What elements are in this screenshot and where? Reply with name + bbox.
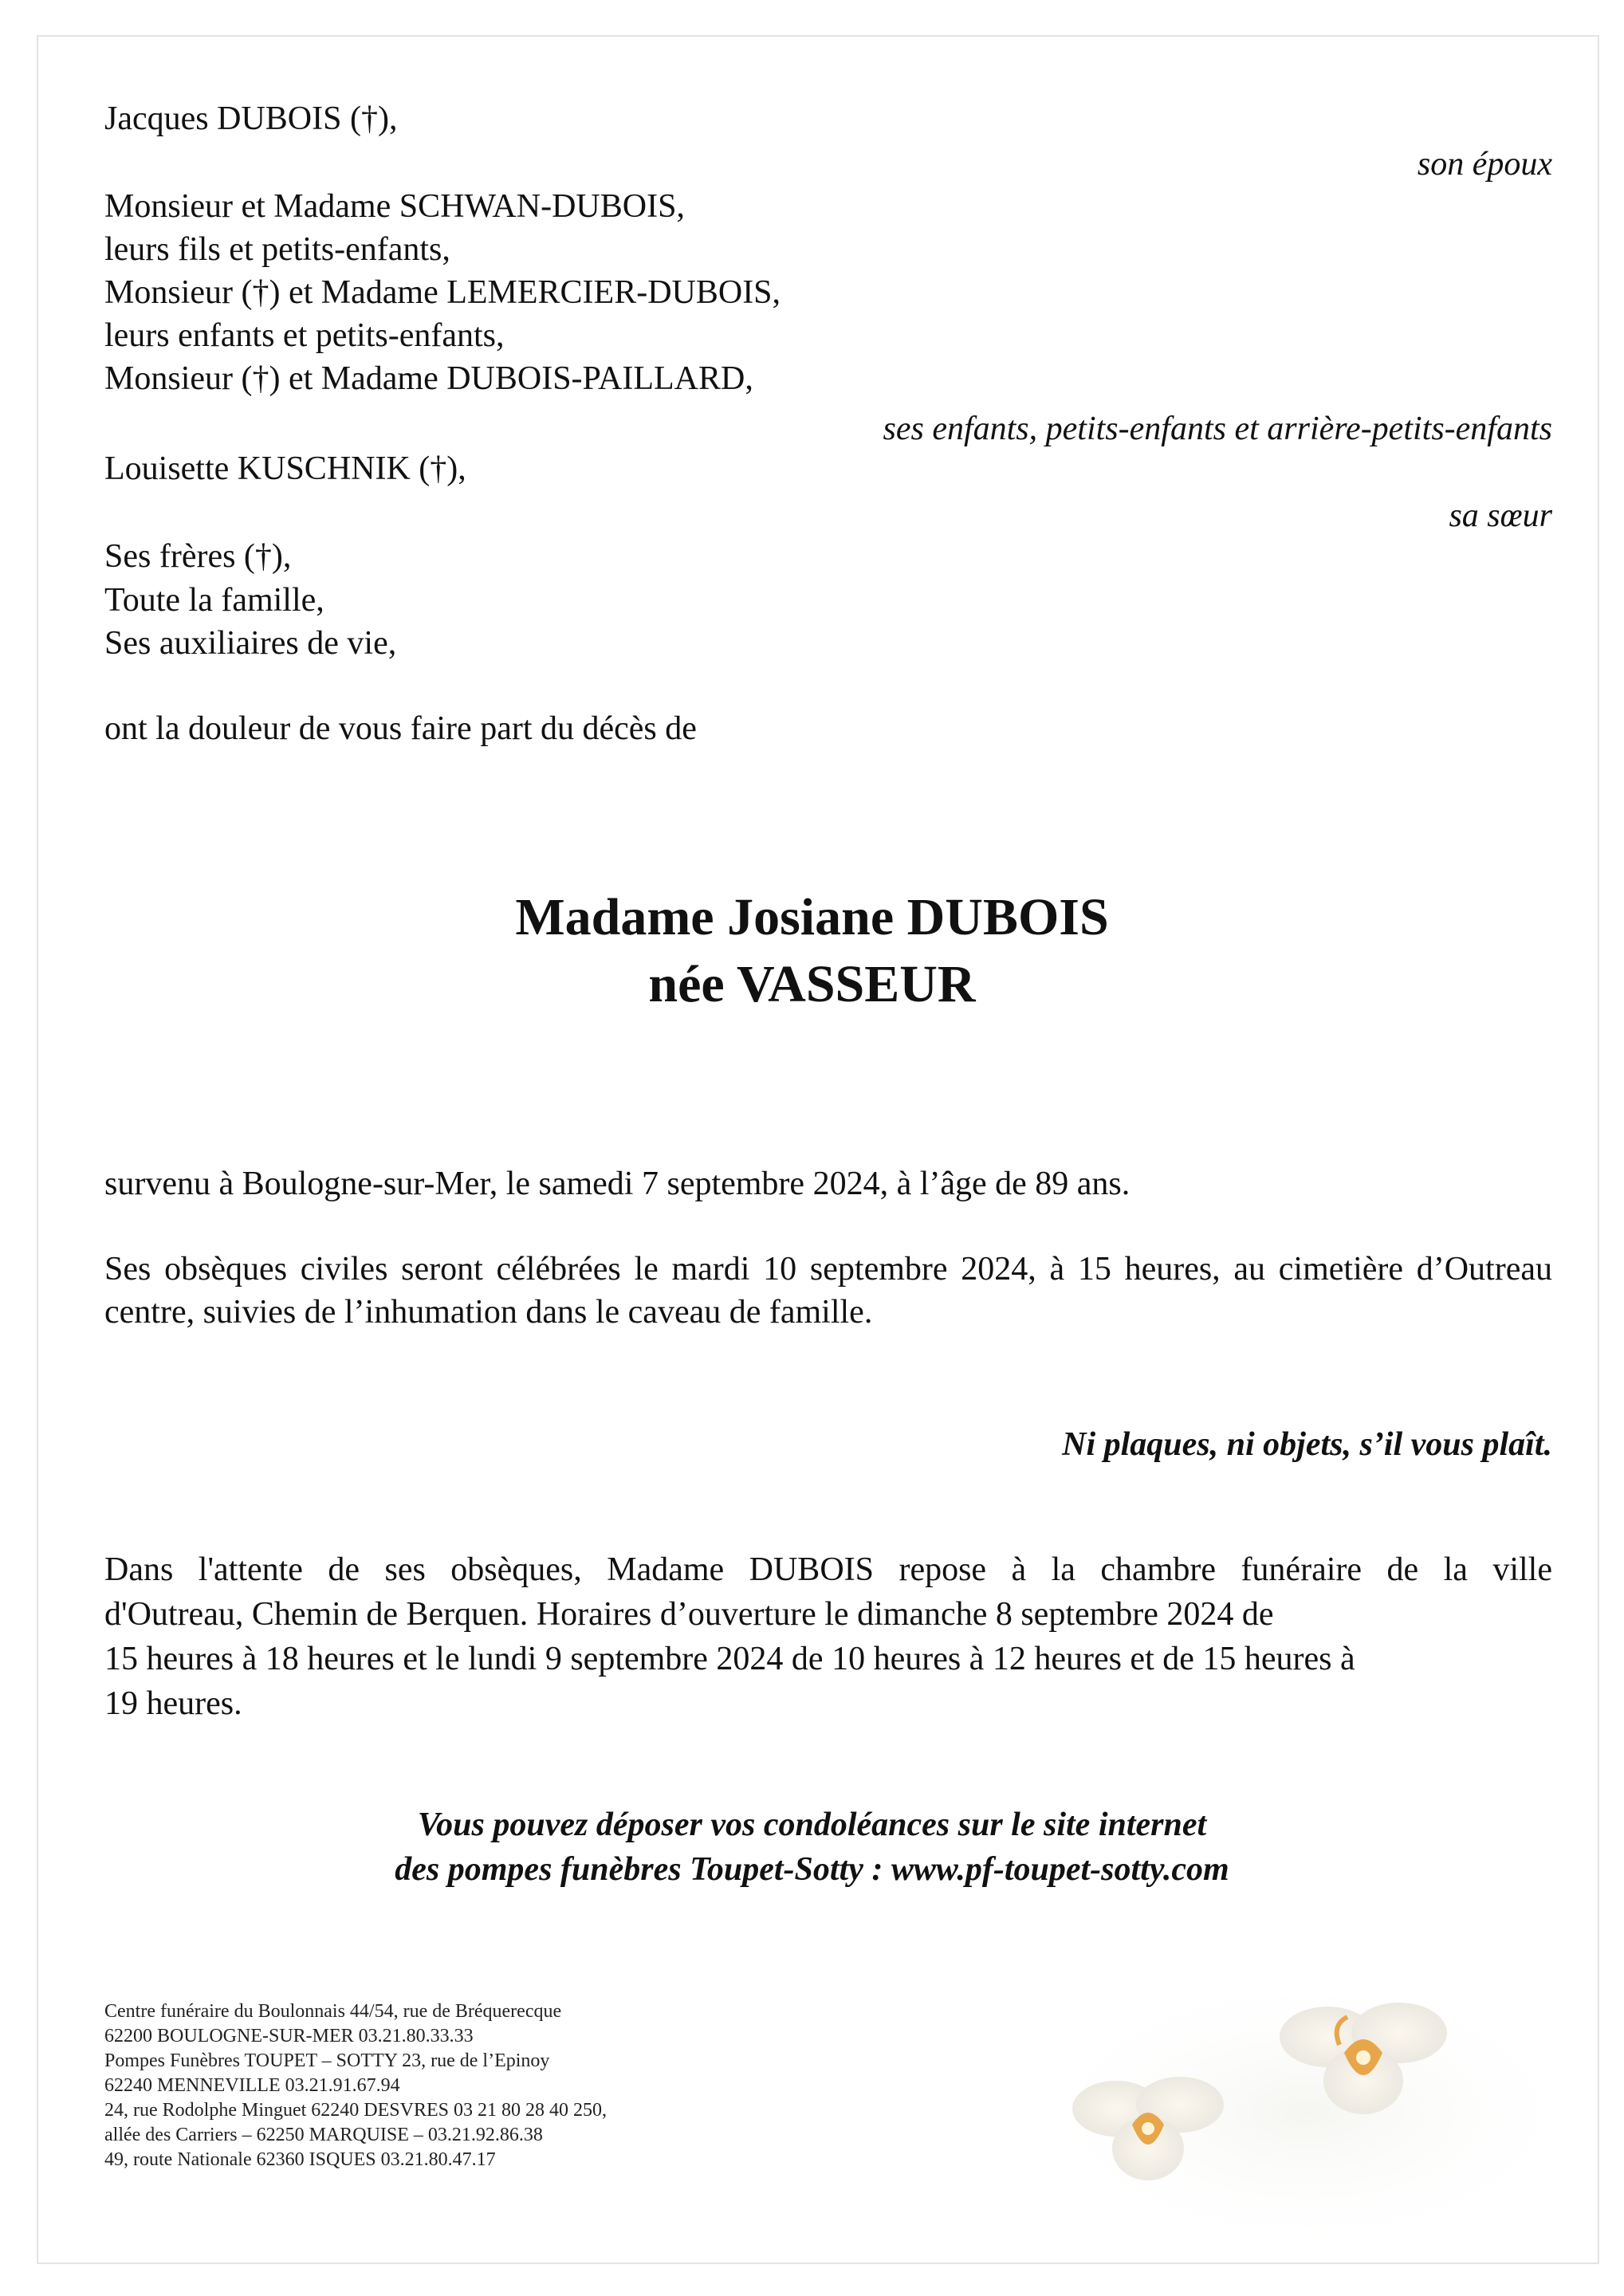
- deceased-maiden-name: née VASSEUR: [648, 955, 976, 1013]
- condolences-line-2: des pompes funèbres Toupet-Sotty : www.pf-toupet-sotty.com: [395, 1851, 1229, 1888]
- family-line-8: Ses frères (†),: [104, 538, 292, 575]
- death-details: survenu à Boulogne-sur-Mer, le samedi 7 septembre 2024, à l’âge de 89 ans.: [104, 1166, 1131, 1202]
- role-sister: sa sœur: [1449, 497, 1552, 534]
- family-line-6: Monsieur (†) et Madame DUBOIS-PAILLARD,: [104, 360, 753, 397]
- family-line-10: Ses auxiliaires de vie,: [104, 625, 397, 662]
- announcement-text: ont la douleur de vous faire part du décès de: [104, 710, 697, 747]
- condolences-line-1: Vous pouvez déposer vos condoléances sur le site internet: [417, 1807, 1207, 1843]
- footer-line-7: 49, route Nationale 62360 ISQUES 03.21.80.47.17: [104, 2149, 496, 2170]
- deceased-name: Madame Josiane DUBOIS: [515, 888, 1109, 946]
- family-line-2: Monsieur et Madame SCHWAN-DUBOIS,: [104, 188, 685, 225]
- orchid-decoration: [1020, 1945, 1595, 2256]
- family-line-9: Toute la famille,: [104, 582, 324, 619]
- role-children: ses enfants, petits-enfants et arrière-petits-enfants: [883, 411, 1552, 447]
- rest-line-3: 15 heures à 18 heures et le lundi 9 septembre 2024 de 10 heures à 12 heures et de 15 heures à: [104, 1641, 1355, 1677]
- footer-line-3: Pompes Funèbres TOUPET – SOTTY 23, rue de l’Epinoy: [104, 2050, 550, 2071]
- family-line-7: Louisette KUSCHNIK (†),: [104, 450, 466, 487]
- rest-line-4: 19 heures.: [104, 1685, 242, 1722]
- footer-line-6: allée des Carriers – 62250 MARQUISE – 03.21.92.86.38: [104, 2125, 543, 2145]
- rest-line-1: Dans l'attente de ses obsèques, Madame DUBOIS repose à la chambre funéraire de la ville: [104, 1551, 1552, 1588]
- family-line-5: leurs enfants et petits-enfants,: [104, 317, 505, 354]
- funeral-details: Ses obsèques civiles seront célébrées le mardi 10 septembre 2024, à 15 heures, au cimetière d’Outreau centre, suivies de l’inhumation dans le caveau de famille.: [104, 1251, 1552, 1331]
- footer-line-4: 62240 MENNEVILLE 03.21.91.67.94: [104, 2075, 400, 2096]
- family-line-1: Jacques DUBOIS (†),: [104, 100, 398, 137]
- role-spouse: son époux: [1417, 146, 1552, 183]
- footer-line-5: 24, rue Rodolphe Minguet 62240 DESVRES 03 21 80 28 40 250,: [104, 2100, 607, 2121]
- footer-line-1: Centre funéraire du Boulonnais 44/54, rue de Bréquerecque: [104, 2001, 562, 2022]
- family-line-4: Monsieur (†) et Madame LEMERCIER-DUBOIS,: [104, 274, 781, 311]
- footer-line-2: 62200 BOULOGNE-SUR-MER 03.21.80.33.33: [104, 2026, 474, 2046]
- rest-line-2: d'Outreau, Chemin de Berquen. Horaires d’ouverture le dimanche 8 septembre 2024 de: [104, 1596, 1274, 1633]
- no-flowers-note: Ni plaques, ni objets, s’il vous plaît.: [1062, 1426, 1552, 1463]
- family-line-3: leurs fils et petits-enfants,: [104, 231, 450, 268]
